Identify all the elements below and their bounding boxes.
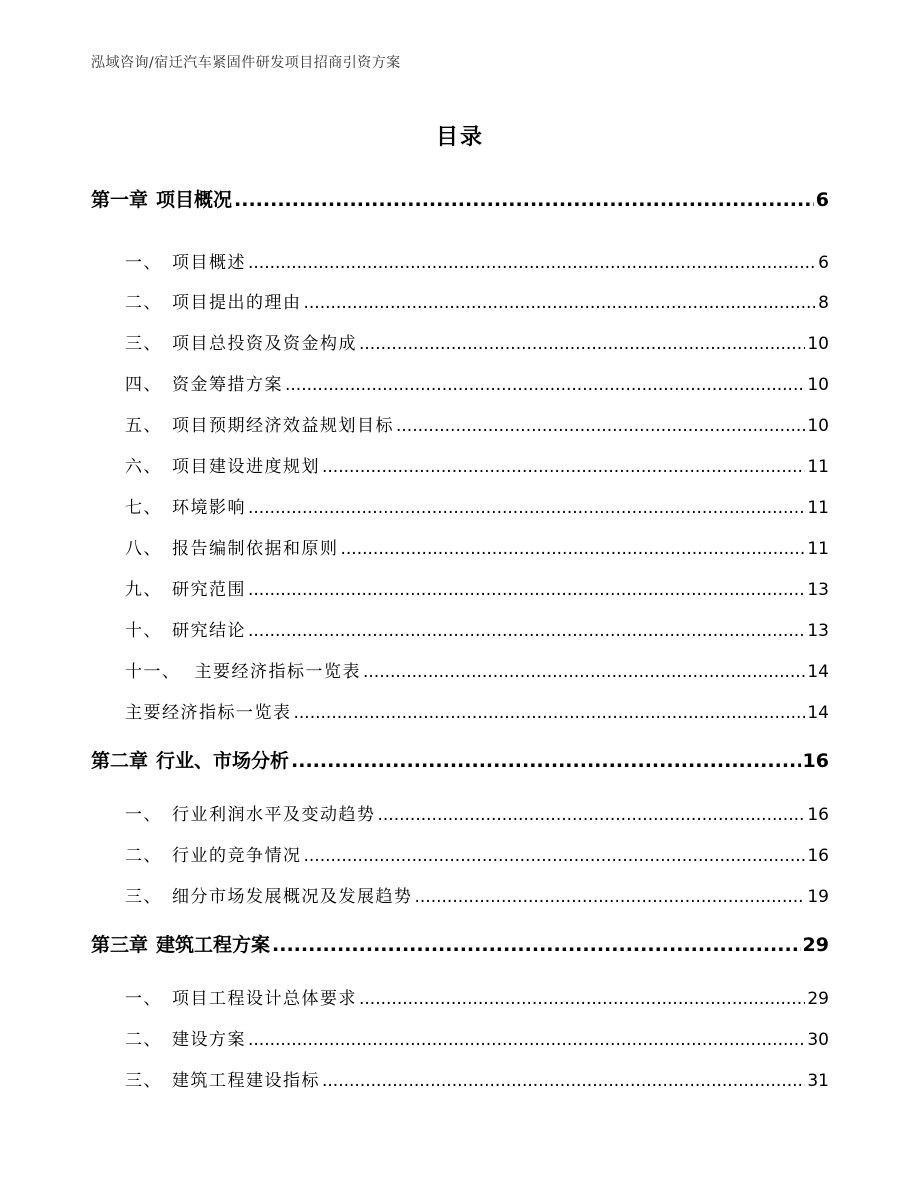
toc-entry-page: 10 xyxy=(807,375,829,395)
toc-entry-page: 14 xyxy=(807,703,829,723)
toc-leader-dots xyxy=(304,293,817,313)
toc-entry-number: 第三章 xyxy=(91,934,149,956)
toc-entry-number: 五、 xyxy=(125,416,162,436)
toc-entry-label: 行业、市场分析 xyxy=(156,750,290,772)
toc-section[interactable] xyxy=(125,248,829,273)
toc-entry-number: 七、 xyxy=(125,498,162,518)
toc-entry-page: 31 xyxy=(807,1071,829,1091)
toc-leader-dots xyxy=(248,498,805,518)
toc-entry-page: 14 xyxy=(807,662,829,682)
toc-leader-dots xyxy=(294,703,806,723)
toc-entry-label: 报告编制依据和原则 xyxy=(172,539,339,559)
toc-entry-label: 项目工程设计总体要求 xyxy=(172,989,357,1009)
toc-section[interactable] xyxy=(125,288,829,313)
toc-entry-label: 建筑工程建设指标 xyxy=(172,1071,320,1091)
toc-entry-page: 8 xyxy=(818,293,829,313)
toc-leader-dots xyxy=(248,580,805,600)
toc-section[interactable] xyxy=(125,657,829,682)
toc-entry-label: 项目概况 xyxy=(156,189,233,211)
toc-entry-label: 资金筹措方案 xyxy=(172,375,283,395)
toc-leader-dots xyxy=(363,662,805,682)
toc-section[interactable] xyxy=(125,616,829,641)
toc-entry-label: 建筑工程方案 xyxy=(156,934,271,956)
toc-leader-dots xyxy=(415,887,806,907)
toc-entry-page: 29 xyxy=(807,989,829,1009)
toc-entry-label: 行业的竞争情况 xyxy=(172,846,302,866)
toc-entry-page: 16 xyxy=(807,846,829,866)
toc-entry-label: 建设方案 xyxy=(172,1030,246,1050)
toc-section[interactable] xyxy=(125,575,829,600)
toc-entry-page: 10 xyxy=(807,416,829,436)
toc-leader-dots xyxy=(272,934,801,956)
toc-entry-number: 一、 xyxy=(125,253,162,273)
toc-leader-dots xyxy=(248,621,805,641)
toc-entry-number: 一、 xyxy=(125,805,162,825)
toc-section[interactable] xyxy=(125,370,829,395)
toc-section[interactable] xyxy=(125,841,829,866)
running-header: 泓域咨询/宿迁汽车紧固件研发项目招商引资方案 xyxy=(91,55,401,71)
toc-entry-page: 13 xyxy=(807,580,829,600)
toc-entry-number: 八、 xyxy=(125,539,162,559)
toc-section[interactable] xyxy=(125,882,829,907)
toc-entry-page: 10 xyxy=(807,334,829,354)
toc-entry-page: 13 xyxy=(807,621,829,641)
toc-entry-number: 四、 xyxy=(125,375,162,395)
toc-entry-page: 6 xyxy=(815,189,829,211)
toc-section[interactable] xyxy=(125,493,829,518)
toc-entry-number: 第二章 xyxy=(91,750,149,772)
toc-entry-label: 研究结论 xyxy=(172,621,246,641)
toc-entry-label: 项目预期经济效益规划目标 xyxy=(172,416,394,436)
toc-entry-page: 29 xyxy=(802,934,829,956)
toc-leader-dots xyxy=(285,375,805,395)
toc-entry-label: 项目总投资及资金构成 xyxy=(172,334,357,354)
toc-entry-number: 十、 xyxy=(125,621,162,641)
toc-chapter-1[interactable] xyxy=(91,185,829,212)
toc-leader-dots xyxy=(248,1030,805,1050)
toc-entry-number: 三、 xyxy=(125,334,162,354)
toc-leader-dots xyxy=(341,539,806,559)
toc-entry-page: 11 xyxy=(807,457,829,477)
toc-entry-label: 细分市场发展概况及发展趋势 xyxy=(172,887,413,907)
toc-entry-number: 二、 xyxy=(125,1030,162,1050)
toc-entry-label: 项目提出的理由 xyxy=(172,293,302,313)
toc-leader-dots xyxy=(322,457,805,477)
toc-entry-number: 九、 xyxy=(125,580,162,600)
toc-entry-page: 11 xyxy=(807,498,829,518)
toc-leader-dots xyxy=(248,253,816,273)
toc-section[interactable] xyxy=(125,1025,829,1050)
toc-entry-page: 19 xyxy=(807,887,829,907)
toc-title: 目录 xyxy=(435,125,484,150)
toc-entry-label: 项目概述 xyxy=(172,253,246,273)
toc-leader-dots xyxy=(304,846,806,866)
toc-entry-page: 30 xyxy=(807,1030,829,1050)
toc-section[interactable] xyxy=(125,984,829,1009)
toc-section[interactable] xyxy=(125,698,829,723)
toc-leader-dots xyxy=(359,334,805,354)
toc-entry-label: 项目建设进度规划 xyxy=(172,457,320,477)
toc-leader-dots xyxy=(291,750,801,772)
toc-entry-number: 二、 xyxy=(125,293,162,313)
toc-leader-dots xyxy=(234,189,814,211)
toc-entry-label: 行业利润水平及变动趋势 xyxy=(172,805,376,825)
toc-leader-dots xyxy=(396,416,805,436)
toc-entry-number: 十一、 xyxy=(125,662,181,682)
toc-section[interactable] xyxy=(125,1066,829,1091)
toc-entry-page: 16 xyxy=(807,805,829,825)
toc-entry-number: 六、 xyxy=(125,457,162,477)
toc-entry-page: 6 xyxy=(818,253,829,273)
toc-chapter-3[interactable] xyxy=(91,930,829,957)
toc-entry-number: 第一章 xyxy=(91,189,149,211)
toc-entry-page: 16 xyxy=(802,750,829,772)
toc-section[interactable] xyxy=(125,329,829,354)
toc-entry-label: 主要经济指标一览表 xyxy=(125,703,292,723)
toc-leader-dots xyxy=(378,805,806,825)
toc-entry-number: 三、 xyxy=(125,1071,162,1091)
toc-entry-label: 主要经济指标一览表 xyxy=(194,662,361,682)
toc-section[interactable] xyxy=(125,800,829,825)
toc-entry-number: 二、 xyxy=(125,846,162,866)
toc-section[interactable] xyxy=(125,411,829,436)
toc-chapter-2[interactable] xyxy=(91,746,829,773)
toc-entry-number: 三、 xyxy=(125,887,162,907)
toc-entry-number: 一、 xyxy=(125,989,162,1009)
toc-entry-label: 研究范围 xyxy=(172,580,246,600)
toc-entry-label: 环境影响 xyxy=(172,498,246,518)
toc-entry-page: 11 xyxy=(807,539,829,559)
toc-section[interactable] xyxy=(125,452,829,477)
toc-section[interactable] xyxy=(125,534,829,559)
toc-leader-dots xyxy=(322,1071,805,1091)
toc-leader-dots xyxy=(359,989,805,1009)
